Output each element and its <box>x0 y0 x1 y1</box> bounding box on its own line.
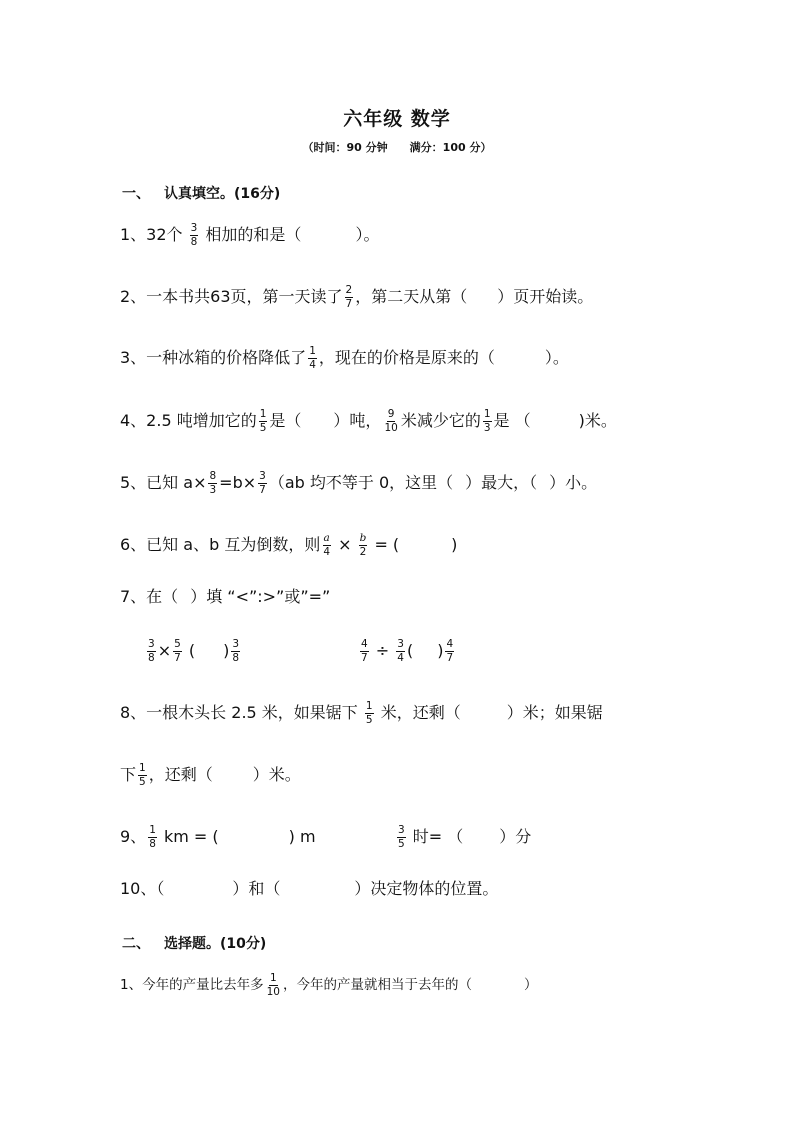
fraction: $\frac{3}{4}$ <box>397 638 404 664</box>
question-8-line-2: 下 $\frac{1}{5}$ ，还剩（ ）米。 <box>120 762 301 788</box>
question-1: 1、32个 $\frac{3}{8}$ 相加的和是（ ）。 <box>120 222 380 248</box>
question-7: 7、在（ ）填 “<”:>”或”=” <box>120 587 331 606</box>
fraction: $\frac{1}{5}$ <box>139 762 146 788</box>
fraction: $\frac{1}{3}$ <box>483 408 491 434</box>
fraction: $\frac{1}{10}$ <box>266 971 280 998</box>
fraction: $\frac{4}{7}$ <box>446 638 454 664</box>
fraction: $\frac{9}{10}$ <box>384 408 398 434</box>
fraction: $\frac{3}{7}$ <box>259 470 266 496</box>
fraction: $\frac{1}{5}$ <box>259 408 267 434</box>
exam-time: （时间：90 分钟 <box>302 141 388 154</box>
question-9-part-1: 9、 $\frac{1}{8}$ km = ( ) m <box>120 824 316 850</box>
question-10: 10、（ ）和（ ）决定物体的位置。 <box>120 879 499 898</box>
question-6: 6、已知 a、b 互为倒数，则 $\frac{a}{4}$ × $\frac{b}{2}$ = ( ) <box>120 532 458 558</box>
question-2: 2、一本书共63页，第一天读了 $\frac{2}{7}$ ，第二天从第（ ）页开始读。 <box>120 284 594 310</box>
fraction: $\frac{a}{4}$ <box>323 532 331 558</box>
fraction: $\frac{8}{3}$ <box>209 470 217 496</box>
exam-score: 满分：100 分） <box>409 141 492 154</box>
section-2-heading: 二、 选择题。(10分) <box>122 936 267 952</box>
question-4: 4、2.5 吨增加它的 $\frac{1}{5}$ 是（ ）吨， $\frac{9}{10}$ 米减少它的 $\frac{1}{3}$ 是 （ )米。 <box>120 408 617 434</box>
fraction: $\frac{1}{8}$ <box>149 824 156 850</box>
question-3: 3、一种冰箱的价格降低了 $\frac{1}{4}$ ，现在的价格是原来的（ ）。 <box>120 345 569 371</box>
fraction: $\frac{2}{7}$ <box>345 284 353 310</box>
question-5: 5、已知 a× $\frac{8}{3}$ =b× $\frac{3}{7}$ （ab 均不等于 0，这里（ ）最大，（ ）小。 <box>120 470 598 496</box>
fraction: $\frac{3}{8}$ <box>232 638 240 664</box>
choice-question-1: 1、今年的产量比去年多 $\frac{1}{10}$ ，今年的产量就相当于去年的（ ） <box>120 971 538 998</box>
question-7-left-compare: $\frac{3}{8}$ × $\frac{5}{7}$ ( ) $\frac{3}{8}$ <box>148 638 240 664</box>
fraction: $\frac{4}{7}$ <box>361 638 368 664</box>
question-8-line-1: 8、一根木头长 2.5 米，如果锯下 $\frac{1}{5}$ 米，还剩（ ）米；如果锯 <box>120 700 603 726</box>
fraction: $\frac{3}{5}$ <box>398 824 405 850</box>
exam-info <box>0 139 794 155</box>
question-7-right-compare: $\frac{4}{7}$ ÷ $\frac{3}{4}$ ( ) $\frac{4}{7}$ <box>361 638 454 664</box>
fraction: $\frac{1}{4}$ <box>309 345 316 371</box>
fraction: $\frac{5}{7}$ <box>174 638 181 664</box>
question-9-part-2: $\frac{3}{5}$ 时= （ ）分 <box>398 824 532 850</box>
fraction: $\frac{3}{8}$ <box>190 222 198 248</box>
page-title: 六年级 数学 <box>343 108 451 130</box>
fraction: $\frac{1}{5}$ <box>365 700 373 726</box>
fraction: $\frac{b}{2}$ <box>359 532 367 558</box>
section-1-heading: 一、 认真填空。(16分) <box>122 186 281 202</box>
fraction: $\frac{3}{8}$ <box>148 638 155 664</box>
